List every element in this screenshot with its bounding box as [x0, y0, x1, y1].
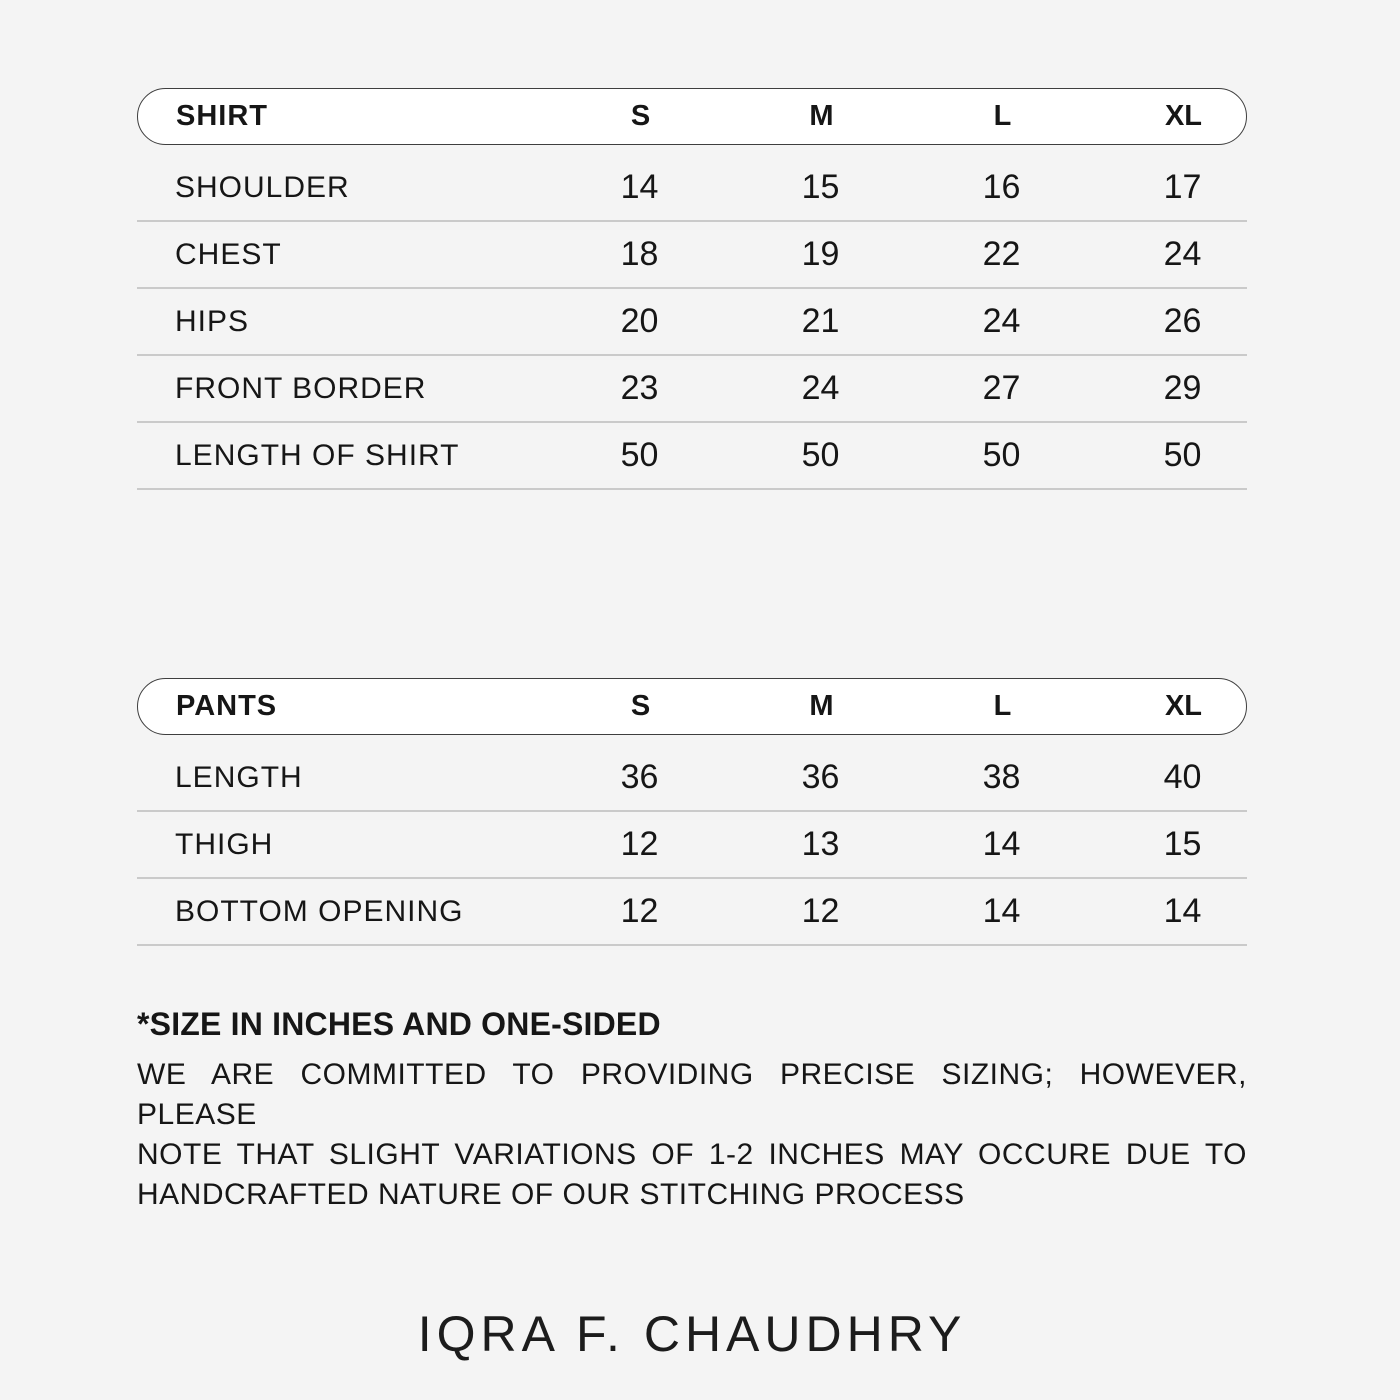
cell-value: 12 — [620, 892, 659, 930]
cell-value: 12 — [801, 892, 840, 930]
cell-value: 40 — [1163, 758, 1202, 796]
footnote-title: *SIZE IN INCHES AND ONE-SIDED — [137, 1006, 661, 1042]
cell-value: 19 — [801, 235, 840, 273]
footnote-line: WE ARE COMMITTED TO PROVIDING PRECISE SIZING; HOWEVER, PLEASE — [137, 1058, 1247, 1131]
sizing-footnote — [137, 1006, 1247, 1215]
row-label: SHOULDER — [175, 170, 350, 204]
cell-value: 14 — [982, 892, 1021, 930]
shirt-size-table — [137, 88, 1247, 490]
brand-logo: IQRA F. CHAUDHRY — [417, 1306, 967, 1362]
cell-value: 22 — [982, 235, 1021, 273]
size-column-header-m: M — [809, 690, 834, 722]
table-row-length-of-shirt — [137, 423, 1247, 490]
row-label: HIPS — [175, 304, 250, 338]
table-row-length — [137, 745, 1247, 812]
cell-value: 14 — [1163, 892, 1202, 930]
footnote-line: NOTE THAT SLIGHT VARIATIONS OF 1-2 INCHES MAY OCCURE DUE TO — [137, 1138, 1247, 1171]
size-column-header-xl: XL — [1164, 100, 1203, 132]
pants-table-title: PANTS — [176, 690, 278, 722]
table-row-bottom-opening — [137, 879, 1247, 946]
size-column-header-s: S — [630, 690, 651, 722]
size-column-header-s: S — [630, 100, 651, 132]
row-label: LENGTH OF SHIRT — [175, 438, 460, 472]
table-row-hips — [137, 289, 1247, 356]
cell-value: 20 — [620, 302, 659, 340]
size-chart-content — [137, 88, 1247, 1363]
row-label: FRONT BORDER — [175, 371, 427, 405]
cell-value: 50 — [982, 436, 1021, 474]
shirt-table-header-pill — [137, 88, 1247, 145]
cell-value: 23 — [620, 369, 659, 407]
cell-value: 29 — [1163, 369, 1202, 407]
cell-value: 50 — [1163, 436, 1202, 474]
shirt-table-title: SHIRT — [176, 100, 268, 132]
cell-value: 50 — [801, 436, 840, 474]
cell-value: 14 — [620, 168, 659, 206]
table-row-front-border — [137, 356, 1247, 423]
cell-value: 50 — [620, 436, 659, 474]
cell-value: 26 — [1163, 302, 1202, 340]
table-row-shoulder — [137, 155, 1247, 222]
cell-value: 18 — [620, 235, 659, 273]
cell-value: 12 — [620, 825, 659, 863]
size-column-header-l: L — [993, 690, 1012, 722]
row-label: LENGTH — [175, 760, 303, 794]
cell-value: 36 — [620, 758, 659, 796]
size-column-header-l: L — [993, 100, 1012, 132]
cell-value: 24 — [982, 302, 1021, 340]
cell-value: 16 — [982, 168, 1021, 206]
size-column-header-m: M — [809, 100, 834, 132]
size-column-header-xl: XL — [1164, 690, 1203, 722]
row-label: BOTTOM OPENING — [175, 894, 464, 928]
cell-value: 21 — [801, 302, 840, 340]
cell-value: 17 — [1163, 168, 1202, 206]
row-label: THIGH — [175, 827, 274, 861]
cell-value: 27 — [982, 369, 1021, 407]
cell-value: 15 — [1163, 825, 1202, 863]
pants-table-rows — [137, 745, 1247, 946]
cell-value: 24 — [1163, 235, 1202, 273]
row-label: CHEST — [175, 237, 282, 271]
table-row-thigh — [137, 812, 1247, 879]
cell-value: 15 — [801, 168, 840, 206]
cell-value: 38 — [982, 758, 1021, 796]
footnote-line: HANDCRAFTED NATURE OF OUR STITCHING PROCESS — [137, 1178, 965, 1211]
cell-value: 36 — [801, 758, 840, 796]
table-row-chest — [137, 222, 1247, 289]
cell-value: 14 — [982, 825, 1021, 863]
pants-table-header-pill — [137, 678, 1247, 735]
shirt-table-rows — [137, 155, 1247, 490]
cell-value: 13 — [801, 825, 840, 863]
pants-size-table — [137, 678, 1247, 946]
cell-value: 24 — [801, 369, 840, 407]
